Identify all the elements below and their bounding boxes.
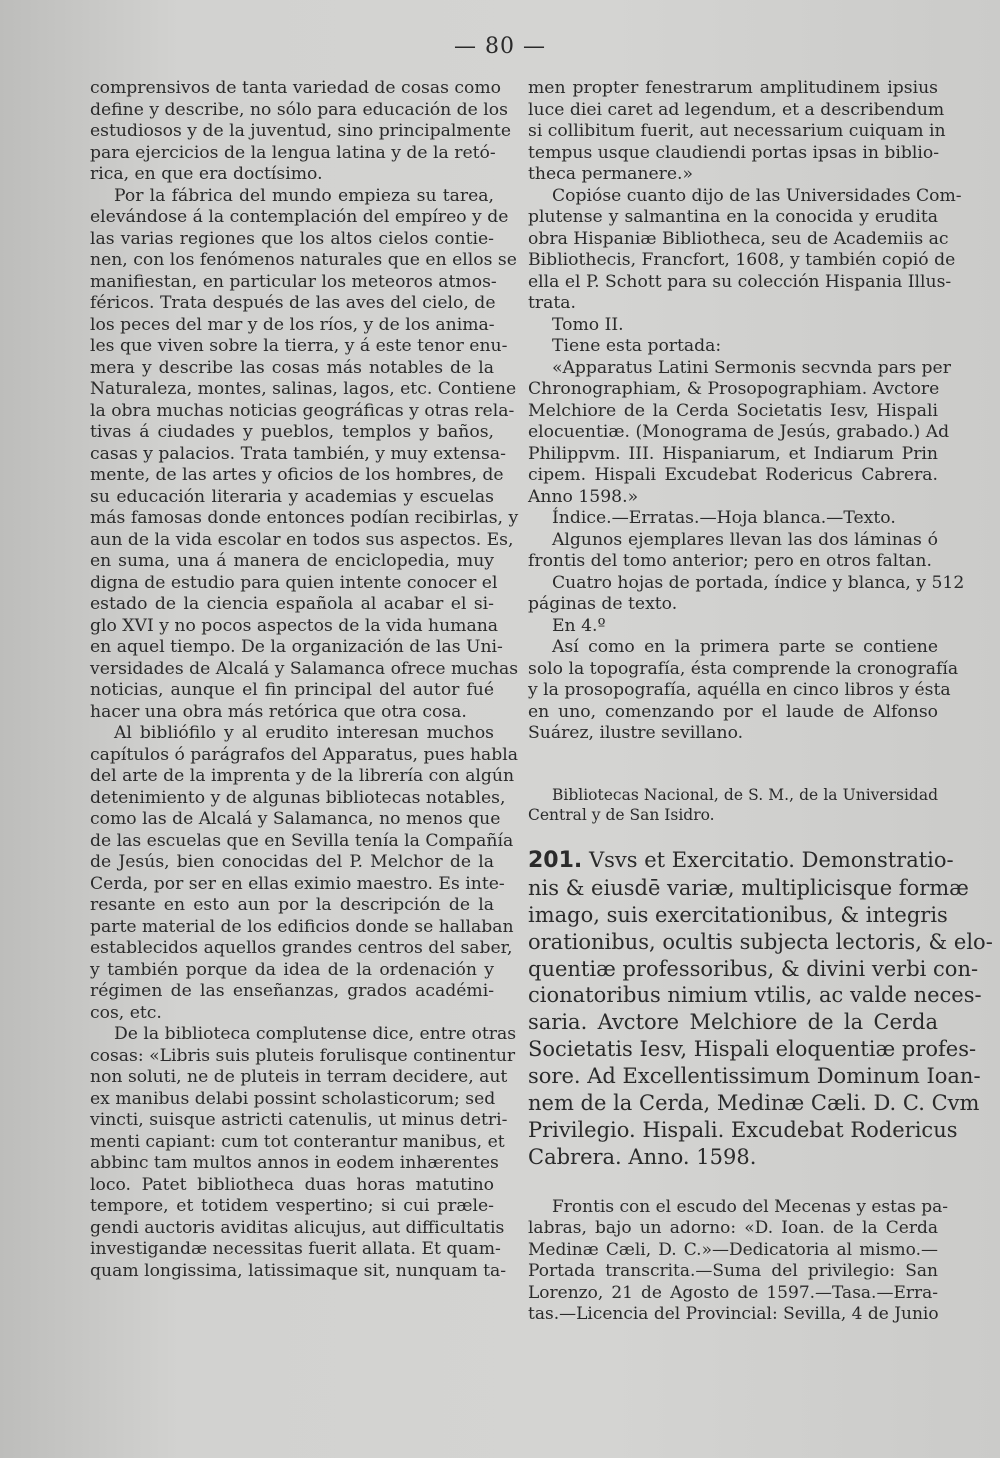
text-line: Tiene esta portada: bbox=[552, 336, 722, 356]
text-line: manifiestan, en particular los meteoros atmos- bbox=[90, 271, 497, 292]
text-line: establecidos aquellos grandes centros del saber, bbox=[90, 938, 513, 958]
text-line: del arte de la imprenta y de la librería con algún bbox=[90, 766, 515, 786]
text-line: Naturaleza, montes, salinas, lagos, etc. Contiene bbox=[90, 379, 517, 399]
text-line: aun de la vida escolar en todos sus aspectos. Es, bbox=[90, 529, 514, 550]
text-line: nen, con los fenómenos naturales que en ellos se bbox=[90, 250, 517, 270]
text-line: mente, de las artes y oficios de los hombres, de bbox=[90, 465, 504, 485]
text-line: féricos. Trata después de las aves del cielo, de bbox=[90, 293, 496, 313]
text-line: en suma, una á manera de enciclopedia, muy bbox=[90, 551, 494, 571]
text-line: Frontis con el escudo del Mecenas y estas pa- bbox=[552, 1196, 948, 1217]
text-line: «Apparatus Latini Sermonis secvnda pars per bbox=[552, 357, 951, 378]
text-line: los peces del mar y de los ríos, y de los anima- bbox=[90, 314, 495, 335]
text-line: casas y palacios. Trata también, y muy extensa- bbox=[90, 443, 506, 464]
page-number: — 80 — bbox=[454, 34, 546, 59]
entry-body bbox=[528, 875, 993, 1171]
text-line: versidades de Alcalá y Salamanca ofrece muchas bbox=[90, 658, 519, 679]
text-line: quentiæ professoribus, & divini verbi con- bbox=[528, 956, 979, 981]
text-line: Portada transcrita.—Suma del privilegio: San bbox=[528, 1261, 938, 1282]
text-line: define y describe, no sólo para educación de los bbox=[90, 99, 508, 120]
text-line: Privilegio. Hispali. Excudebat Rodericus bbox=[528, 1117, 958, 1142]
text-line: resante en esto aun por la descripción de la bbox=[90, 895, 494, 915]
text-line: labras, bajo un adorno: «D. Ioan. de la Cerda bbox=[528, 1218, 938, 1239]
text-line: Philippvm. III. Hispaniarum, et Indiarum Prin bbox=[528, 443, 938, 464]
text-line: Al bibliófilo y al erudito interesan muchos bbox=[114, 723, 494, 743]
text-line: ex manibus delabi possint scholasticorum; sed bbox=[90, 1088, 496, 1109]
entry-first-line bbox=[528, 847, 954, 875]
text-line: comprensivos de tanta variedad de cosas como bbox=[90, 78, 502, 98]
text-line: las varias regiones que los altos cielos contie- bbox=[90, 228, 494, 249]
text-line: Medinæ Cæli, D. C.»—Dedicatoria al mismo.— bbox=[528, 1239, 938, 1260]
text-line: de las escuelas que en Sevilla tenía la Compañía bbox=[90, 830, 514, 851]
text-line: Central y de San Isidro. bbox=[528, 805, 715, 824]
text-line: solo la topografía, ésta comprende la cronografía bbox=[528, 658, 959, 679]
text-line: Cabrera. Anno. 1598. bbox=[528, 1144, 757, 1169]
entry-text: Vsvs et Exercitatio. Demonstratio- bbox=[582, 847, 954, 872]
text-line: loco. Patet bibliotheca duas horas matutino bbox=[90, 1174, 494, 1195]
text-line: tivas á ciudades y pueblos, templos y baños, bbox=[90, 422, 494, 442]
text-line: noticias, aunque el fin principal del autor fué bbox=[90, 680, 494, 700]
text-line: como las de Alcalá y Salamanca, no menos que bbox=[90, 809, 501, 829]
text-line: estudiosos y de la juventud, sino principalmente bbox=[90, 121, 512, 141]
text-line: cionatoribus nimium vtilis, ac valde neces- bbox=[528, 983, 982, 1008]
text-line: Bibliotecas Nacional, de S. M., de la Universidad bbox=[552, 785, 938, 804]
text-line: más famosas donde entonces podían recibirlas, y bbox=[90, 508, 519, 528]
text-line: cipem. Hispali Excudebat Rodericus Cabrera. bbox=[528, 465, 938, 485]
text-line: Lorenzo, 21 de Agosto de 1597.—Tasa.—Erra- bbox=[528, 1282, 938, 1303]
entry-notes bbox=[528, 1196, 948, 1326]
text-line: nem de la Cerda, Medinæ Cæli. D. C. Cvm bbox=[528, 1090, 980, 1115]
text-line: plutense y salmantina en la conocida y erudita bbox=[528, 207, 938, 227]
text-line: tempore, et totidem vespertino; si cui præle- bbox=[90, 1196, 494, 1216]
text-line: Anno 1598.» bbox=[528, 486, 639, 507]
text-line: tempus usque claudiendi portas ipsas in biblio- bbox=[528, 142, 940, 163]
text-line: En 4.º bbox=[552, 615, 606, 636]
text-line: elocuentiæ. (Monograma de Jesús, grabado.) Ad bbox=[528, 422, 950, 442]
text-line: Por la fábrica del mundo empieza su tarea, bbox=[114, 185, 494, 206]
text-line: en aquel tiempo. De la organización de las Uni- bbox=[90, 637, 503, 657]
text-line: y también porque da idea de la ordenación y bbox=[90, 959, 494, 980]
text-line: y la prosopografía, aquélla en cinco libros y ésta bbox=[528, 680, 951, 700]
text-line: trata. bbox=[528, 293, 576, 313]
spacer bbox=[528, 1171, 938, 1197]
text-line: Chronographiam, & Prosopographiam. Avctore bbox=[528, 379, 940, 399]
text-line: cosas: «Libris suis pluteis forulisque continentur bbox=[90, 1045, 516, 1066]
entry-number: 201. bbox=[528, 847, 583, 873]
text-line: gendi auctoris aviditas alicujus, aut difficultatis bbox=[90, 1217, 505, 1238]
text-line: De la biblioteca complutense dice, entre otras bbox=[114, 1024, 517, 1044]
text-line: glo XVI y no pocos aspectos de la vida humana bbox=[90, 615, 499, 636]
text-line: la obra muchas noticias geográficas y otras rela- bbox=[90, 400, 515, 421]
text-line: theca permanere.» bbox=[528, 164, 694, 184]
text-line: Bibliothecis, Francfort, 1608, y también copió de bbox=[528, 250, 956, 270]
text-line: estado de la ciencia española al acabar el si- bbox=[90, 594, 494, 614]
catalog-entry-201 bbox=[528, 847, 993, 1171]
text-line: obra Hispaniæ Bibliotheca, seu de Academiis ac bbox=[528, 228, 949, 249]
text-line: ella el P. Schott para su colección Hispania Illus- bbox=[528, 271, 952, 292]
text-line: vincti, suisque astricti catenulis, ut minus detri- bbox=[90, 1110, 508, 1130]
text-line: Suárez, ilustre sevillano. bbox=[528, 723, 744, 743]
text-line: hacer una obra más retórica que otra cosa. bbox=[90, 701, 467, 722]
text-line: Melchiore de la Cerda Societatis Iesv, Hispali bbox=[528, 400, 938, 421]
text-line: Tomo II. bbox=[552, 314, 624, 335]
text-line: nis & eiusdē variæ, multiplicisque formæ bbox=[528, 875, 969, 900]
library-sources bbox=[528, 785, 938, 825]
text-line: detenimiento y de algunas bibliotecas notables, bbox=[90, 787, 506, 808]
text-line: saria. Avctore Melchiore de la Cerda bbox=[528, 1010, 938, 1035]
text-line: parte material de los edificios donde se hallaban bbox=[90, 916, 514, 937]
text-line: cos, etc. bbox=[90, 1002, 162, 1023]
text-line: Cerda, por ser en ellas eximio maestro. Es inte- bbox=[90, 873, 505, 894]
text-line: de Jesús, bien conocidas del P. Melchor de la bbox=[90, 852, 494, 872]
right-column bbox=[528, 78, 993, 1326]
text-line: Índice.—Erratas.—Hoja blanca.—Texto. bbox=[552, 508, 896, 528]
text-line: orationibus, ocultis subjecta lectoris, & elo- bbox=[528, 929, 993, 954]
left-column bbox=[90, 78, 519, 1282]
text-line: men propter fenestrarum amplitudinem ipsius bbox=[528, 78, 938, 98]
text-line: Societatis Iesv, Hispali eloquentiæ profes- bbox=[528, 1037, 977, 1062]
text-line: non soluti, ne de pluteis in terram decidere, aut bbox=[90, 1067, 508, 1087]
text-line: Así como en la primera parte se contiene bbox=[552, 637, 938, 657]
text-line: luce diei caret ad legendum, et a describendum bbox=[528, 99, 945, 120]
right-column-text bbox=[528, 78, 965, 745]
text-line: para ejercicios de la lengua latina y de la retó- bbox=[90, 142, 496, 163]
text-line: imago, suis exercitationibus, & integris bbox=[528, 902, 948, 927]
text-line: tas.—Licencia del Provincial: Sevilla, 4 de Junio bbox=[528, 1304, 939, 1325]
text-line: elevándose á la contemplación del empíreo y de bbox=[90, 207, 509, 227]
text-line: Cuatro hojas de portada, índice y blanca, y 512 bbox=[552, 572, 965, 593]
text-line: les que viven sobre la tierra, y á este tenor enu- bbox=[90, 336, 508, 356]
text-line: investigandæ necessitas fuerit allata. Et quam- bbox=[90, 1239, 501, 1259]
text-line: régimen de las enseñanzas, grados académi- bbox=[90, 981, 494, 1001]
text-line: si collibitum fuerit, aut necessarium cuiquam in bbox=[528, 121, 946, 141]
spacer bbox=[528, 825, 938, 847]
text-line: Algunos ejemplares llevan las dos láminas ó bbox=[552, 529, 938, 550]
text-line: capítulos ó parágrafos del Apparatus, pues habla bbox=[90, 744, 519, 765]
text-line: abbinc tam multos annos in eodem inhærentes bbox=[90, 1153, 499, 1173]
text-line: quam longissima, latissimaque sit, nunquam ta- bbox=[90, 1260, 507, 1281]
text-line: digna de estudio para quien intente conocer el bbox=[90, 572, 498, 593]
text-line: sore. Ad Excellentissimum Dominum Ioan- bbox=[528, 1064, 981, 1089]
text-line: mera y describe las cosas más notables de la bbox=[90, 357, 494, 378]
text-line: menti capiant: cum tot conterantur manibus, et bbox=[90, 1131, 505, 1152]
text-line: en uno, comenzando por el laude de Alfonso bbox=[528, 701, 938, 722]
text-line: páginas de texto. bbox=[528, 594, 678, 614]
text-line: rica, en que era doctísimo. bbox=[90, 164, 323, 184]
text-line: Copióse cuanto dijo de las Universidades Com- bbox=[552, 185, 962, 206]
spacer bbox=[528, 745, 938, 785]
text-line: frontis del tomo anterior; pero en otros faltan. bbox=[528, 551, 932, 571]
text-line: su educación literaria y academias y escuelas bbox=[90, 486, 494, 507]
